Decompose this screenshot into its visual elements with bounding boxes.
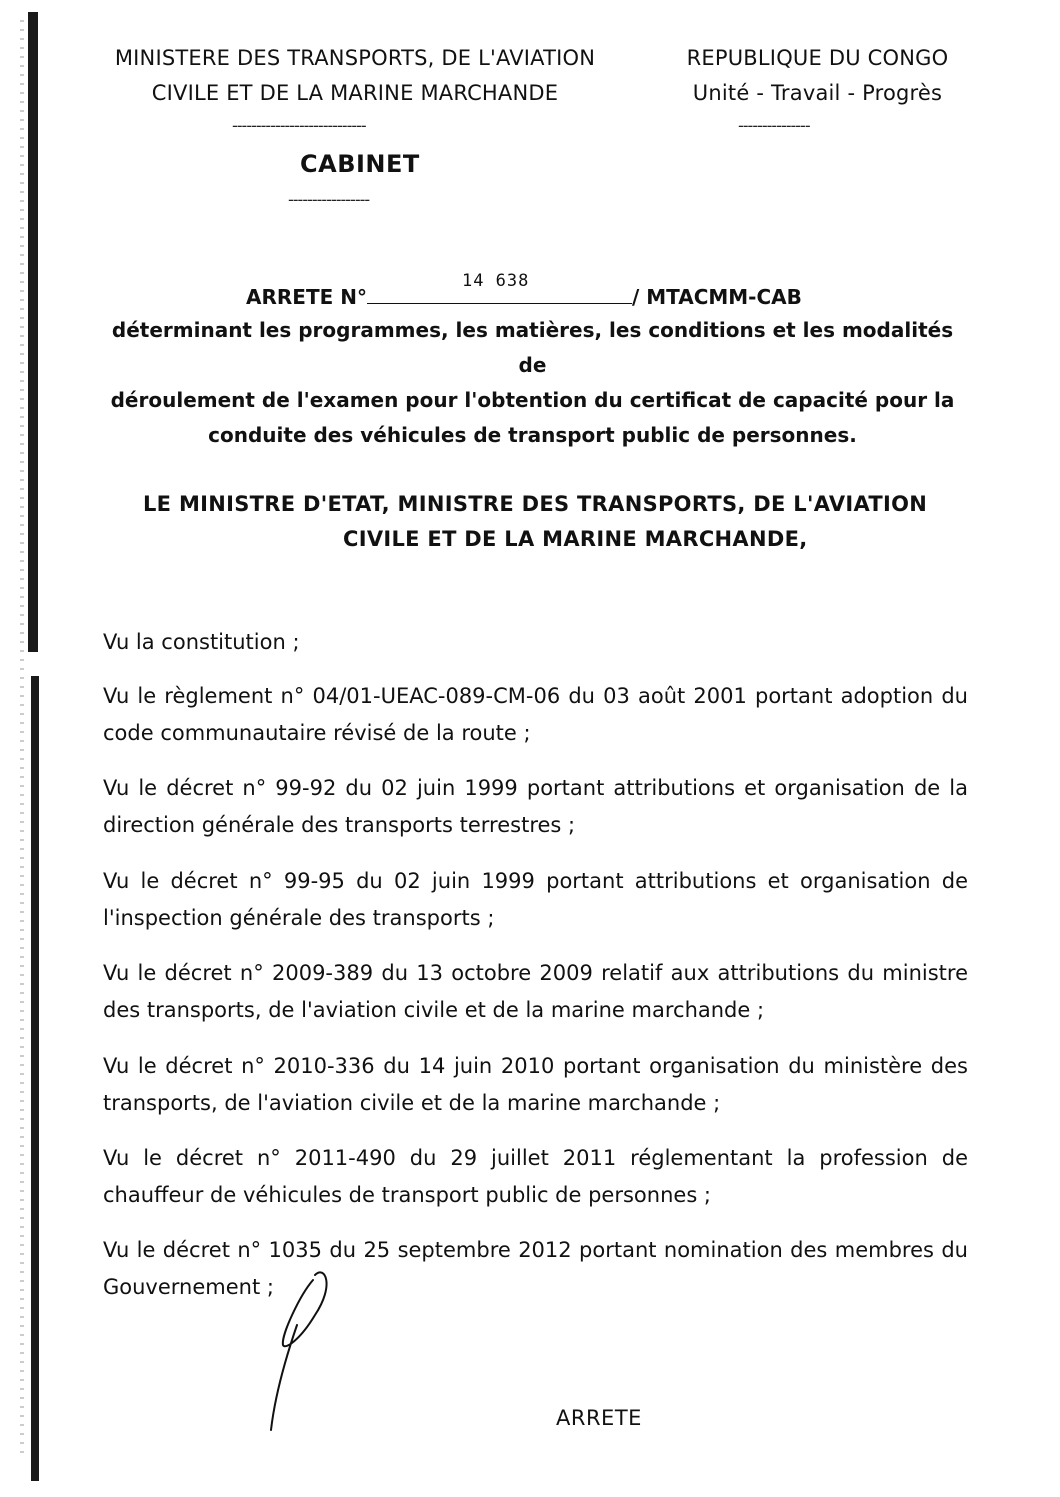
cabinet-separator: ----------------- <box>288 190 370 209</box>
consideration-5: Vu le décret n° 2009-389 du 13 octobre 2009 relatif aux attributions du ministre des transports, de l'aviation civile et de la marine marchande ; <box>103 961 968 1022</box>
cabinet-title: CABINET <box>300 150 420 178</box>
arrete-number: 14 638 <box>461 271 530 291</box>
consideration-8: Vu le décret n° 1035 du 25 septembre 2012 portant nomination des membres du Gouvernement ; <box>103 1238 968 1299</box>
republic-name: REPUBLIQUE DU CONGO <box>686 46 949 70</box>
minister-line-2: CIVILE ET DE LA MARINE MARCHANDE, <box>343 527 808 551</box>
consideration-2: Vu le règlement n° 04/01-UEAC-089-CM-06 du 03 août 2001 portant adoption du code communautaire révisé de la route ; <box>103 684 968 745</box>
republic-motto: Unité - Travail - Progrès <box>692 81 943 105</box>
ministry-separator: ---------------------------- <box>232 116 366 135</box>
consideration-6: Vu le décret n° 2010-336 du 14 juin 2010 portant organisation du ministère des transports, de l'aviation civile et de la marine marchande ; <box>103 1054 968 1115</box>
arrete-prefix: ARRETE N° <box>246 285 367 309</box>
consideration-1: Vu la constitution ; <box>103 630 300 654</box>
scan-edge-bottom <box>31 676 39 1481</box>
closing-arrete: ARRETE <box>556 1406 642 1430</box>
arrete-number-blank <box>367 271 632 304</box>
arrete-subject <box>100 313 965 453</box>
consideration-7: Vu le décret n° 2011-490 du 29 juillet 2011 réglementant la profession de chauffeur de véhicules de transport public de personnes ; <box>103 1146 968 1207</box>
scan-noise <box>20 20 24 1460</box>
arrete-suffix: / MTACMM-CAB <box>631 285 802 309</box>
consideration-4: Vu le décret n° 99-95 du 02 juin 1999 portant attributions et organisation de l'inspection générale des transports ; <box>103 869 968 930</box>
arrete-number-line <box>246 271 802 309</box>
republic-separator: --------------- <box>738 116 810 135</box>
consideration-3: Vu le décret n° 99-92 du 02 juin 1999 portant attributions et organisation de la direction générale des transports terrestres ; <box>103 776 968 837</box>
ministry-line-2: CIVILE ET DE LA MARINE MARCHANDE <box>151 81 559 105</box>
scan-edge-top <box>28 12 38 652</box>
minister-line-1: LE MINISTRE D'ETAT, MINISTRE DES TRANSPORTS, DE L'AVIATION <box>143 492 928 516</box>
ministry-line-1: MINISTERE DES TRANSPORTS, DE L'AVIATION <box>114 46 596 70</box>
handwritten-initial-signature <box>255 1265 345 1435</box>
subject-line-3: conduite des véhicules de transport public de personnes. <box>208 423 857 447</box>
subject-line-2: déroulement de l'examen pour l'obtention du certificat de capacité pour la <box>110 388 955 412</box>
subject-line-1: déterminant les programmes, les matières, les conditions et les modalités de <box>111 318 954 377</box>
